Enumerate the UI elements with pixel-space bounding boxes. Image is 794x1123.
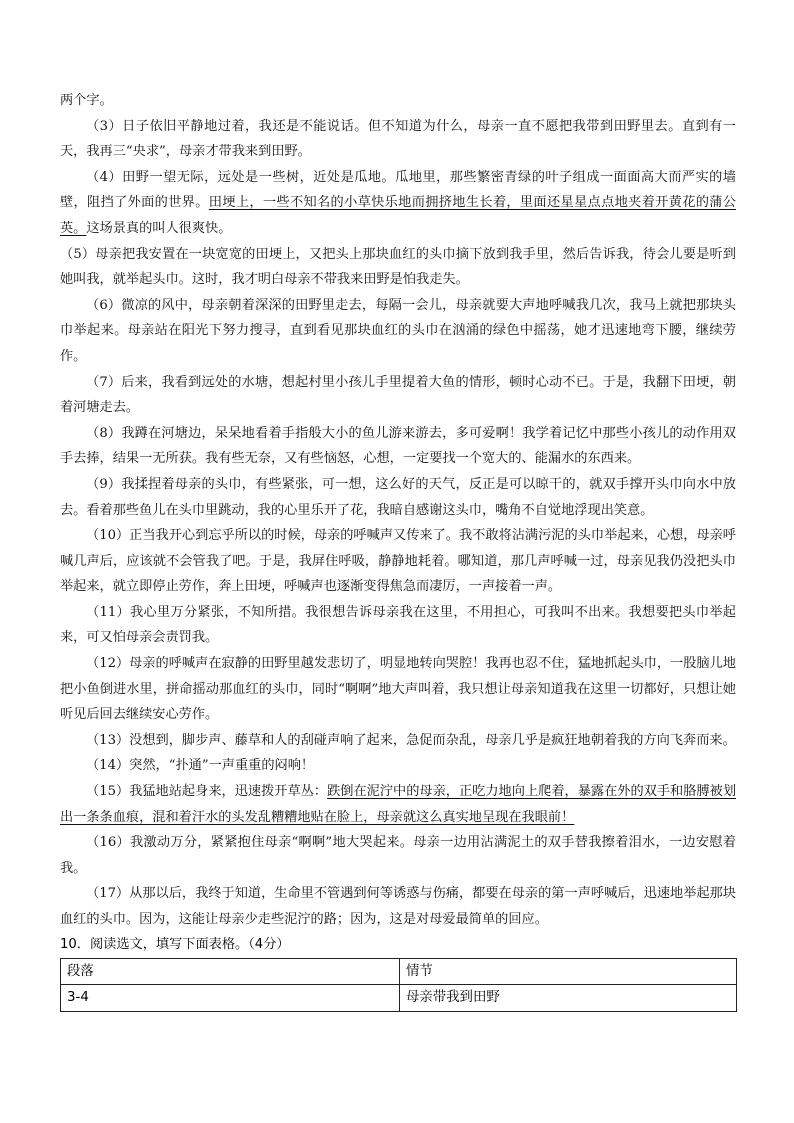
- table-row: [61, 985, 737, 1012]
- cell-paragraph-range: 3-4: [61, 985, 400, 1012]
- paragraph-p4: [60, 165, 736, 242]
- text-segment: （3）日子依旧平静地过着，我还是不能说话。但不知道为什么，母亲一直不愿把我带到田野里去。直到有一天，我再三“央求”，母亲才带我来到田野。: [60, 118, 736, 160]
- underlined-sentence: 跌倒在泥泞中的母亲，正吃力地向上爬着，暴露在外的双手和胳膊被划出一条条血痕，混和着汗水的头发乱糟糟地贴在脸上，母亲就这么真实地呈现在我眼前！: [60, 784, 737, 825]
- text-segment: 这场景真的叫人很爽快。: [86, 220, 232, 236]
- cell-plot: 母亲带我到田野: [400, 985, 737, 1012]
- paragraph-p13: [60, 728, 736, 754]
- text-segment: （6）微凉的风中，母亲朝着深深的田野里走去，每隔一会儿，母亲就要大声地呼喊我几次，我马上就把那块头巾举起来。母亲站在阳光下努力搜寻，直到看见那块血红的头巾在汹涌的绿色中摇荡，她才迅速地弯下腰，继续劳作。: [60, 297, 736, 364]
- paragraph-p14: [60, 753, 736, 779]
- answer-table: [60, 958, 737, 1012]
- paragraph-p11: [60, 600, 736, 651]
- text-segment: （14）突然，“扑通”一声重重的闷响！: [86, 758, 315, 774]
- paragraph-p5: [60, 242, 736, 293]
- header-paragraph: 段落: [61, 958, 400, 985]
- paragraph-tail: [60, 88, 736, 114]
- paragraph-p3: [60, 114, 736, 165]
- text-segment: （17）从那以后，我终于知道，生命里不管遇到何等诱惑与伤痛，都要在母亲的第一声呼喊后，迅速地举起那块血红的头巾。因为，这能让母亲少走些泥泞的路；因为，这是对母爱最简单的回应。: [60, 886, 736, 927]
- text-segment: （13）没想到，脚步声、藤草和人的刮碰声响了起来，急促而杂乱，母亲几乎是疯狂地朝着我的方向飞奔而来。: [86, 732, 736, 748]
- article: [60, 88, 736, 933]
- paragraph-p12: [60, 651, 736, 728]
- paragraph-p16: [60, 830, 736, 881]
- paragraph-p7: [60, 370, 736, 421]
- text-segment: （11）我心里万分紧张，不知所措。我很想告诉母亲我在这里，不用担心，可我叫不出来。我想要把头巾举起来，可又怕母亲会责罚我。: [60, 604, 736, 646]
- text-segment: （12）母亲的呼喊声在寂静的田野里越发悲切了，明显地转向哭腔！我再也忍不住，猛地抓起头巾，一股脑儿地把小鱼倒进水里，拼命摇动那血红的头巾，同时“啊啊”地大声叫着，我只想让母亲知道我在这里一切都好，只想让她听见后回去继续安心劳作。: [60, 656, 736, 723]
- document-body: [60, 88, 736, 1012]
- table-header-row: [61, 958, 737, 985]
- paragraph-p17: [60, 881, 736, 932]
- underlined-sentence: 田埂上，一些不知名的小草快乐地而拥挤地生长着，里面还星星点点地夹着开黄花的蒲公英。: [60, 195, 736, 236]
- text-segment: （10）正当我开心到忘乎所以的时候，母亲的呼喊声又传来了。我不敢将沾满污泥的头巾举起来，心想，母亲呼喊几声后，应该就不会管我了吧。于是，我屏住呼吸，静静地耗着。哪知道，那几声呼喊一过，母亲见我仍没把头巾举起来，就立即停止劳作，奔上田埂，呼喊声也逐渐变得焦急而凄厉，一声接着一声。: [60, 528, 736, 595]
- text-segment: （7）后来，我看到远处的水塘，想起村里小孩儿手里提着大鱼的情形，顿时心动不已。于是，我翻下田埂，朝着河塘走去。: [60, 374, 736, 416]
- text-segment: 两个字。: [60, 93, 113, 108]
- question-prompt: 10．阅读选文，填写下面表格。（4分）: [60, 936, 290, 952]
- text-segment: （4）田野一望无际，远处是一些树，近处是瓜地。瓜地里，那些繁密青绿的叶子组成一面面高大而严实的墙壁，阻挡了外面的世界。: [60, 169, 736, 211]
- paragraph-p8: [60, 421, 736, 472]
- text-segment: （5）母亲把我安置在一块宽宽的田埂上，又把头上那块血红的头巾摘下放到我手里，然后告诉我，待会儿要是听到她叫我，就举起头巾。这时，我才明白母亲不带我来田野是怕我走失。: [60, 246, 736, 288]
- header-plot: 情节: [400, 958, 737, 985]
- text-segment: （8）我蹲在河塘边，呆呆地看着手指般大小的鱼儿游来游去，多可爱啊！我学着记忆中那些小孩儿的动作用双手去捧，结果一无所获。我有些无奈，又有些恼怒，心想，一定要找一个宽大的、能漏水的东西来。: [60, 425, 736, 467]
- paragraph-p6: [60, 293, 736, 370]
- paragraph-p15: [60, 779, 736, 830]
- text-segment: （16）我激动万分，紧紧抱住母亲“啊啊”地大哭起来。母亲一边用沾满泥土的双手替我擦着泪水，一边安慰着我。: [60, 835, 736, 876]
- paragraph-p9: [60, 472, 736, 523]
- text-segment: （15）我猛地站起身来，迅速拨开草丛：: [86, 784, 328, 800]
- text-segment: （9）我揉捏着母亲的头巾，有些紧张，可一想，这么好的天气，反正是可以晾干的，就双手撑开头巾向水中放去。看着那些鱼儿在头巾里跳动，我的心里乐开了花，我暗自感谢这头巾，嘴角不自觉地浮现出笑意。: [60, 476, 736, 518]
- paragraph-p10: [60, 523, 736, 600]
